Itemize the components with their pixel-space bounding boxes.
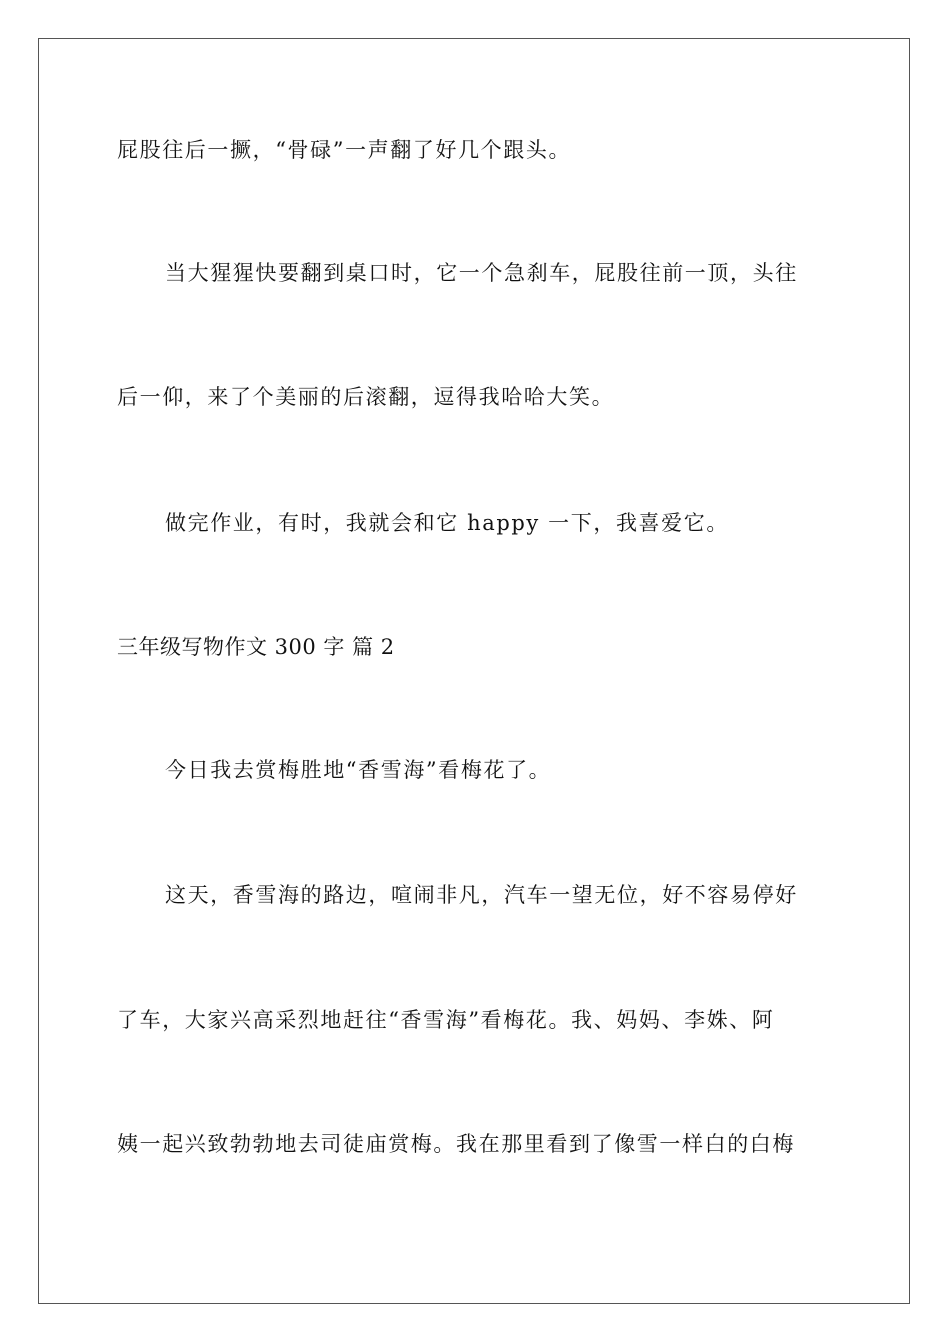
paragraph-line: 了车，大家兴高采烈地赶往“香雪海”看梅花。我、妈妈、李姝、阿 xyxy=(117,1008,775,1032)
paragraph-line: 后一仰，来了个美丽的后滚翻，逗得我哈哈大笑。 xyxy=(117,385,615,409)
paragraph-line: 姨一起兴致勃勃地去司徒庙赏梅。我在那里看到了像雪一样白的白梅 xyxy=(117,1132,795,1156)
paragraph-line: 屁股往后一撅，“骨碌”一声翻了好几个跟头。 xyxy=(117,138,572,162)
paragraph-line: 今日我去赏梅胜地“香雪海”看梅花了。 xyxy=(165,758,552,782)
paragraph-line: 这天，香雪海的路边，喧闹非凡，汽车一望无位，好不容易停好 xyxy=(165,883,798,907)
page-frame xyxy=(38,38,910,1304)
paragraph-line: 当大猩猩快要翻到桌口时，它一个急刹车，屁股往前一顶，头往 xyxy=(165,261,798,285)
section-heading: 三年级写物作文 300 字 篇 2 xyxy=(117,635,395,659)
paragraph-line: 做完作业，有时，我就会和它 happy 一下，我喜爱它。 xyxy=(165,511,729,535)
